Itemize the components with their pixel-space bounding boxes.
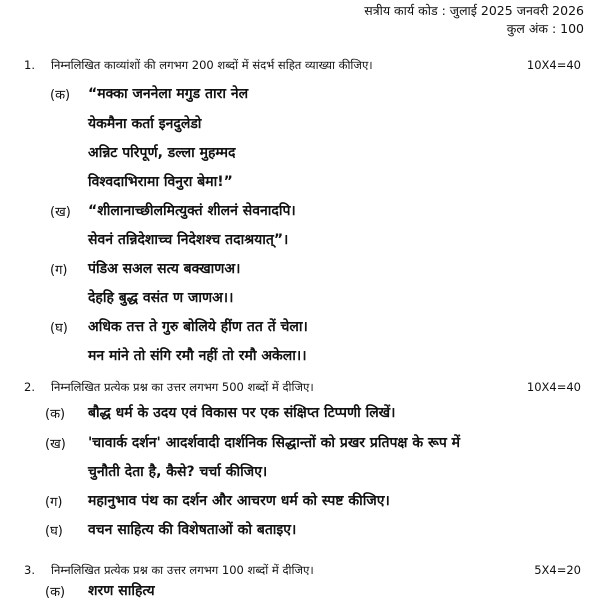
question-line: महानुभाव पंथ का दर्शन और आचरण धर्म को स्पष्ट कीजिए।	[88, 493, 390, 509]
verse-line: विश्वदाभिरामा विनुरा बेमा!”	[88, 174, 233, 190]
verse-line: “मक्का जननेला मगुड तारा नेल	[88, 86, 249, 102]
question-header	[0, 58, 600, 76]
verse-line: पंडिअ सअल सत्य बक्खाणअ।	[88, 261, 241, 277]
part-label: (क)	[45, 585, 66, 600]
question-line: शरण साहित्य	[88, 583, 155, 599]
question-instruction: निम्नलिखित काव्यांशों की लगभग 200 शब्दों में संदर्भ सहित व्याख्या कीजिए।	[51, 58, 373, 72]
verse-line: येकमैना कर्ता इनदुलेडो	[88, 116, 202, 132]
question-line: वचन साहित्य की विशेषताओं को बताइए।	[88, 522, 297, 538]
question-number: 3.	[24, 563, 35, 577]
part-label: (ग)	[50, 263, 68, 278]
part-label: (ख)	[45, 437, 66, 452]
question-line: 'चावार्क दर्शन' आदर्शवादी दार्शनिक सिद्धान्तों को प्रखर प्रतिपक्ष के रूप में	[88, 435, 461, 451]
question-instruction: निम्नलिखित प्रत्येक प्रश्न का उत्तर लगभग 500 शब्दों में दीजिए।	[51, 380, 314, 394]
question-instruction: निम्नलिखित प्रत्येक प्रश्न का उत्तर लगभग 100 शब्दों में दीजिए।	[51, 563, 314, 577]
part-label: (घ)	[50, 321, 68, 336]
question-header	[0, 563, 600, 581]
question-1	[0, 58, 600, 76]
question-line: बौद्ध धर्म के उदय एवं विकास पर एक संक्षिप्त टिप्पणी लिखें।	[88, 405, 396, 421]
total-marks-line: कुल अंक : 100	[506, 21, 584, 36]
assignment-code-line: सत्रीय कार्य कोड : जुलाई 2025 जनवरी 2026	[364, 3, 584, 18]
question-3	[0, 563, 600, 581]
question-marks: 10X4=40	[526, 58, 581, 72]
verse-line: अधिक तत्त ते गुरु बोलिये हींण तत तें चेला।	[88, 319, 308, 335]
part-label: (क)	[45, 407, 66, 422]
verse-line: मन मांने तो संगि रमौ नहीं तो रमौ अकेला।।	[88, 348, 307, 364]
verse-line: देहहि बुद्ध वसंत ण जाणअ।।	[88, 290, 234, 306]
part-label: (क)	[50, 88, 71, 103]
verse-line: “शीलानाच्छीलमित्युक्तं शीलनं सेवनादपि।	[88, 203, 296, 219]
question-number: 1.	[24, 58, 35, 72]
part-label: (ख)	[50, 205, 71, 220]
question-marks: 10X4=40	[526, 380, 581, 394]
question-number: 2.	[24, 380, 35, 394]
question-line: चुनौती देता है, कैसे? चर्चा कीजिए।	[88, 464, 268, 480]
question-header	[0, 380, 600, 398]
verse-line: अन्निट परिपूर्ण, डल्ला मुहम्मद	[88, 145, 236, 161]
question-marks: 5X4=20	[534, 563, 581, 577]
part-label: (ग)	[45, 495, 63, 510]
part-label: (घ)	[45, 524, 63, 539]
verse-line: सेवनं तन्निदेशाच्च निदेशश्च तदाश्रयात्”।	[88, 232, 289, 248]
question-2	[0, 380, 600, 398]
